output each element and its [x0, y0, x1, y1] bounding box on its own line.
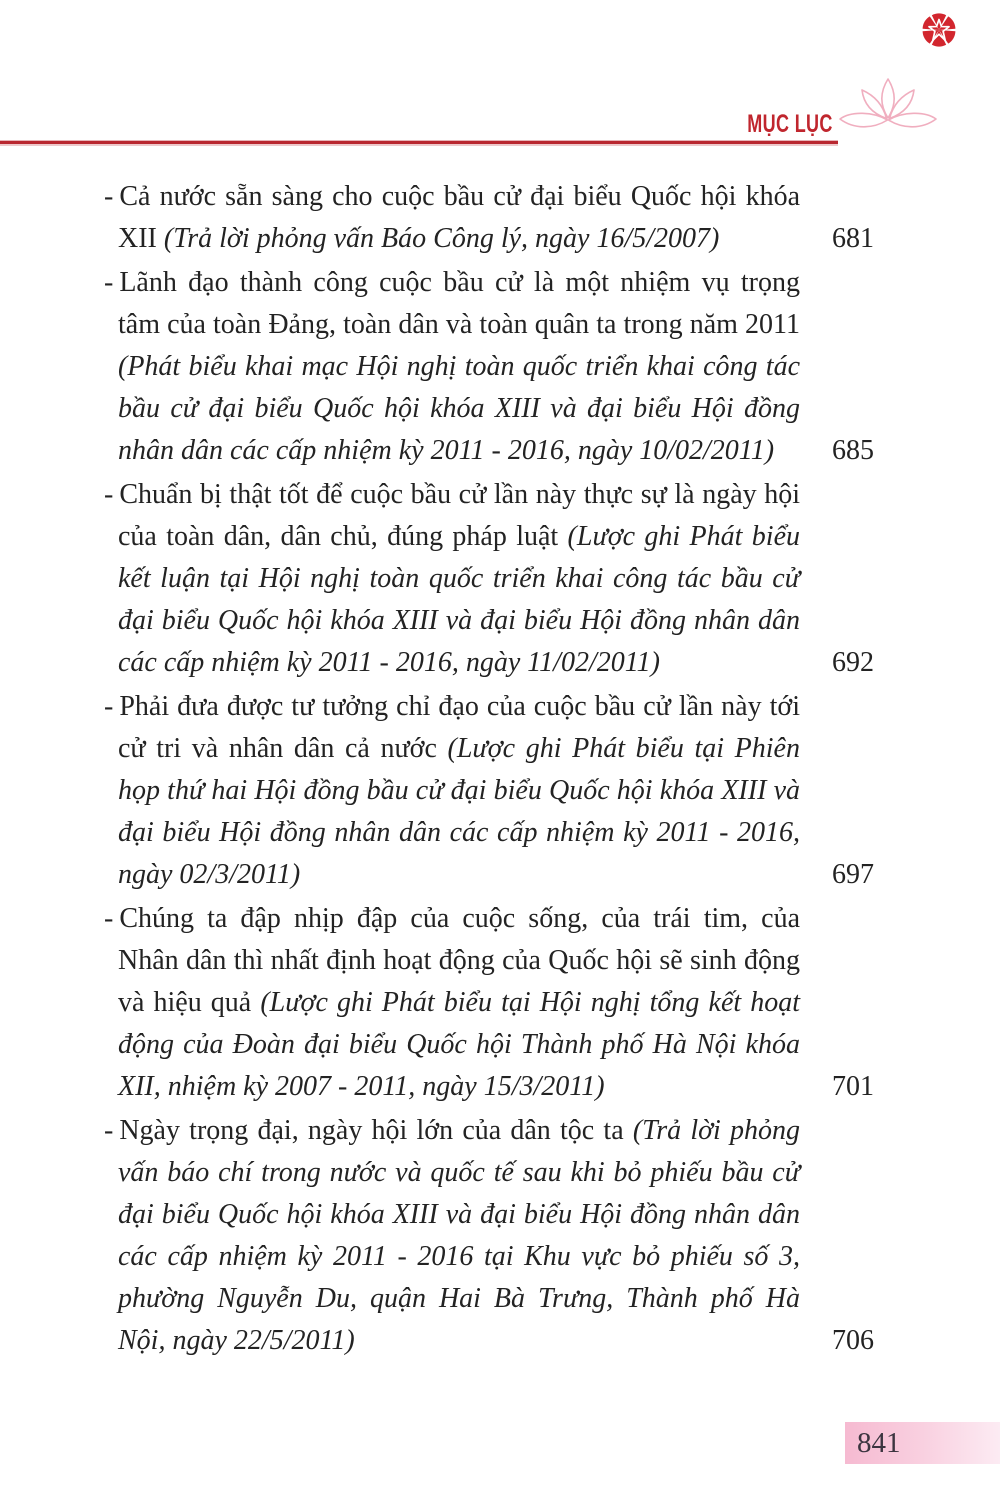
entry-dash-marker: - [104, 903, 114, 934]
entry-dash-marker: - [104, 267, 114, 298]
entry-page-number: 697 [832, 859, 874, 890]
toc-entry [104, 474, 874, 684]
entry-title: Lãnh đạo thành công cuộc bầu cử là một nhiệm vụ trọng tâm của toàn Đảng, toàn dân và toàn quân ta trong năm 2011 [118, 267, 800, 340]
entry-source: (Lược ghi Phát biểu kết luận tại Hội nghị toàn quốc triển khai công tác bầu cử đại biểu Quốc hội khóa XIII và đại biểu Hội đồng nhân dân các cấp nhiệm kỳ 2011 - 2016, ngày 11/02/2011) [118, 521, 800, 678]
entry-source: (Trả lời phỏng vấn Báo Công lý, ngày 16/5/2007) [163, 223, 720, 254]
entry-page-number: 706 [832, 1325, 874, 1356]
entry-source: (Lược ghi Phát biểu tại Phiên họp thứ hai Hội đồng bầu cử đại biểu Quốc hội khóa XIII và đại biểu Hội đồng nhân dân các cấp nhiệm kỳ 2011 - 2016, ngày 02/3/2011) [118, 733, 800, 890]
toc-entry [104, 898, 874, 1108]
toc-entry [104, 686, 874, 896]
entry-page-number: 681 [832, 223, 874, 254]
entry-dash-marker: - [104, 181, 114, 212]
entry-title: Chúng ta đập nhịp đập của cuộc sống, của trái tim, của Nhân dân thì nhất định hoạt động của Quốc hội sẽ sinh động và hiệu quả [118, 903, 800, 1018]
entry-title: Chuẩn bị thật tốt để cuộc bầu cử lần này thực sự là ngày hội của toàn dân, dân chủ, đúng pháp luật [118, 479, 800, 552]
entry-source: (Trả lời phỏng vấn báo chí trong nước và quốc tế sau khi bỏ phiếu bầu cử đại biểu Quốc hội khóa XIII và đại biểu Hội đồng nhân dân các cấp nhiệm kỳ 2011 - 2016 tại Khu vực bỏ phiếu số 3, phường Nguyễn Du, quận Hai Bà Trưng, Thành phố Hà Nội, ngày 22/5/2011) [118, 1115, 801, 1356]
lotus-flower-logo [838, 76, 938, 146]
entry-page-number: 685 [832, 435, 874, 466]
entry-dash-marker: - [104, 479, 114, 510]
toc-entry [104, 262, 874, 472]
page-number: 841 [857, 1427, 901, 1459]
entry-dash-marker: - [104, 691, 114, 722]
entry-page-number: 701 [832, 1071, 874, 1102]
page-number-bar [845, 1422, 1000, 1464]
entry-page-number: 692 [832, 647, 874, 678]
toc-entry [104, 1110, 874, 1362]
entry-dash-marker: - [104, 1115, 114, 1146]
publisher-flower-icon [918, 8, 960, 52]
page-title: MỤC LỤC [747, 110, 833, 138]
entry-source: (Phát biểu khai mạc Hội nghị toàn quốc triển khai công tác bầu cử đại biểu Quốc hội khóa XIII và đại biểu Hội đồng nhân dân các cấp nhiệm kỳ 2011 - 2016, ngày 10/02/2011) [118, 351, 800, 466]
toc-entry [104, 176, 874, 260]
entry-title: Cả nước sẵn sàng cho cuộc bầu cử đại biểu Quốc hội khóa XII [118, 181, 800, 254]
entry-title: Ngày trọng đại, ngày hội lớn của dân tộc ta [119, 1115, 624, 1146]
entry-source: (Lược ghi Phát biểu tại Hội nghị tổng kết hoạt động của Đoàn đại biểu Quốc hội Thành phố Hà Nội khóa XII, nhiệm kỳ 2007 - 2011, ngày 15/3/2011) [118, 987, 801, 1102]
entry-title: Phải đưa được tư tưởng chỉ đạo của cuộc bầu cử lần này tới cử tri và nhân dân cả nước [118, 691, 800, 764]
toc-list [0, 176, 1000, 1364]
header-rule-line [0, 141, 838, 144]
